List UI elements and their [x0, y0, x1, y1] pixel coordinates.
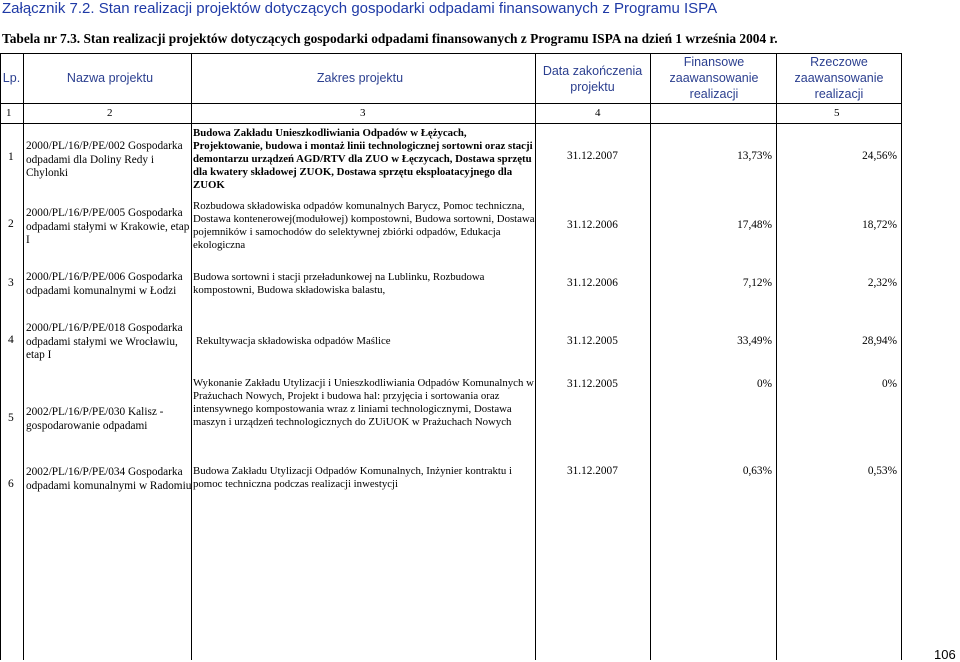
- row-project-name: 2002/PL/16/P/PE/030 Kalisz - gospodarowanie odpadami: [26, 406, 164, 432]
- table-right-border: [901, 53, 902, 660]
- row-material-progress: 18,72%: [862, 219, 897, 231]
- column-number-2: 2: [107, 107, 113, 119]
- table-caption: Tabela nr 7.3. Stan realizacji projektów dotyczących gospodarki odpadami finansowanych z Programu ISPA na dzień 1 września 2004 r.: [2, 31, 778, 46]
- row-lp: 6: [8, 478, 14, 490]
- numbers-row-bottom-border: [0, 123, 902, 124]
- row-lp: 5: [8, 412, 14, 424]
- row-lp: 2: [8, 218, 14, 230]
- page-number: 106: [934, 647, 956, 662]
- row-material-progress: 24,56%: [862, 150, 897, 162]
- row-end-date: 31.12.2007: [567, 150, 618, 162]
- column-number-4: 4: [595, 107, 601, 119]
- header-scope: Zakres projektu: [316, 71, 404, 85]
- row-material-progress: 28,94%: [862, 335, 897, 347]
- column-number-5: 5: [834, 107, 840, 119]
- row-financial-progress: 13,73%: [737, 150, 772, 162]
- header-material: Rzeczowe zaawansowanie realizacji: [794, 55, 884, 101]
- row-lp: 4: [8, 334, 14, 346]
- row-material-progress: 0%: [881, 378, 897, 390]
- row-project-scope: Budowa Zakładu Unieszkodliwiania Odpadów w Łężycach, Projektowanie, budowa i montaż linii technologicznej sortowni oraz stacji demontarzu urządzeń AGD/RTV dla ZUO w Łęczycach, Dostawa sprzętu dla kwatery składowej ZUOK, Dostawa sprzętu eksploatacyjnego dla ZUOK: [193, 127, 533, 191]
- col-divider-5: [776, 53, 777, 660]
- row-financial-progress: 7,12%: [742, 277, 772, 289]
- header-name: Nazwa projektu: [66, 71, 154, 85]
- row-financial-progress: 0,63%: [742, 465, 772, 477]
- row-financial-progress: 0%: [756, 378, 772, 390]
- table-left-border: [0, 53, 1, 660]
- row-project-scope: Wykonanie Zakładu Utylizacji i Unieszkodliwiania Odpadów Komunalnych w Prażuchach Nowych, Projekt i budowa hal: przyjęcia i sortowania oraz intensywnego kompostowania wraz z liniami technologicznymi, Dostawa maszyn i urządzeń technologicznych do ZUiUOK w Prażuchach Nowych: [193, 377, 534, 428]
- row-project-scope: Budowa sortowni i stacji przeładunkowej na Lublinku, Rozbudowa kompostowni, Budowa składowiska balastu,: [193, 271, 485, 296]
- header-bottom-border: [0, 103, 902, 104]
- col-divider-1: [23, 53, 24, 660]
- column-number-3: 3: [360, 107, 366, 119]
- row-project-name: 2000/PL/16/P/PE/018 Gospodarka odpadami stałymi we Wrocławiu, etap I: [26, 322, 183, 361]
- row-end-date: 31.12.2006: [567, 277, 618, 289]
- row-material-progress: 2,32%: [867, 277, 897, 289]
- col-divider-4: [650, 53, 651, 660]
- row-lp: 3: [8, 277, 14, 289]
- row-project-name: 2000/PL/16/P/PE/005 Gospodarka odpadami stałymi w Krakowie, etap I: [26, 207, 190, 246]
- row-financial-progress: 17,48%: [737, 219, 772, 231]
- attachment-heading: Załącznik 7.2. Stan realizacji projektów dotyczących gospodarki odpadami finansowanych z Programu ISPA: [2, 0, 718, 17]
- row-project-name: 2002/PL/16/P/PE/034 Gospodarka odpadami komunalnymi w Radomiu: [26, 466, 192, 492]
- row-project-scope: Rekultywacja składowiska odpadów Maślice: [196, 335, 391, 347]
- row-end-date: 31.12.2005: [567, 335, 618, 347]
- row-material-progress: 0,53%: [867, 465, 897, 477]
- row-lp: 1: [8, 151, 14, 163]
- column-number-1: 1: [6, 107, 12, 119]
- header-date: Data zakończenia projektu: [542, 64, 643, 94]
- header-financial: Finansowe zaawansowanie realizacji: [669, 55, 759, 101]
- row-end-date: 31.12.2006: [567, 219, 618, 231]
- row-end-date: 31.12.2007: [567, 465, 618, 477]
- row-project-name: 2000/PL/16/P/PE/006 Gospodarka odpadami komunalnymi w Łodzi: [26, 271, 183, 297]
- row-financial-progress: 33,49%: [737, 335, 772, 347]
- header-lp: Lp.: [2, 71, 21, 85]
- row-project-scope: Rozbudowa składowiska odpadów komunalnych Barycz, Pomoc techniczna, Dostawa kontenerowej(modułowej) kompostowni, Budowa sortowni, Dostawa pojemników i samochodów do selektywnej zbiórki odpadów, Edukacja ekologiczna: [193, 200, 535, 251]
- row-project-scope: Budowa Zakładu Utylizacji Odpadów Komunalnych, Inżynier kontraktu i pomoc techniczna podczas realizacji inwestycji: [193, 465, 513, 490]
- row-end-date: 31.12.2005: [567, 378, 618, 390]
- row-project-name: 2000/PL/16/P/PE/002 Gospodarka odpadami dla Doliny Redy i Chylonki: [26, 140, 183, 179]
